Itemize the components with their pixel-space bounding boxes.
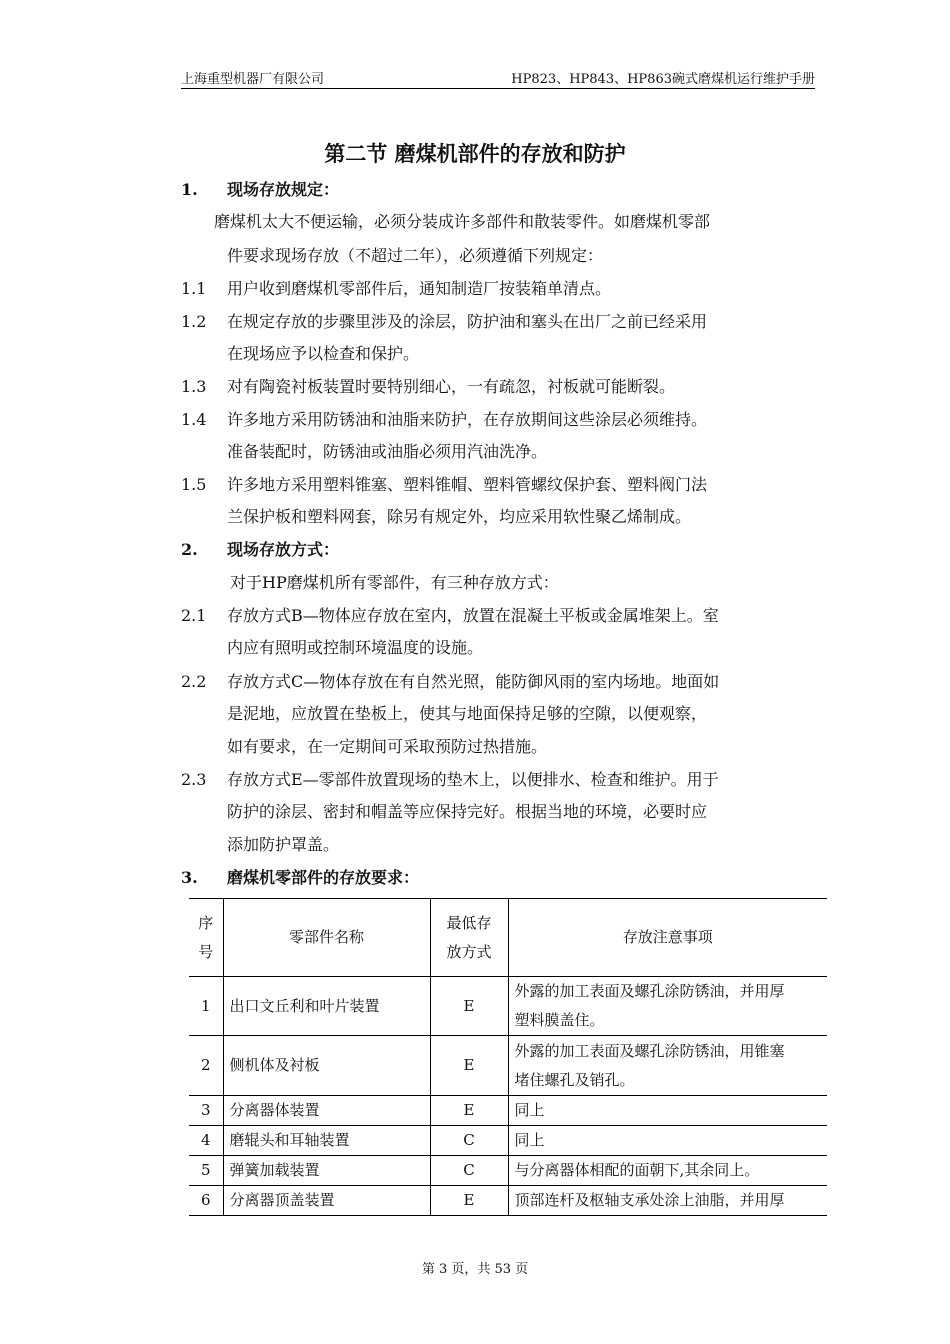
table-row: 6 分离器顶盖装置 E 顶部连杆及枢轴支承处涂上油脂，并用厚 [189,1186,827,1216]
item-2-1-text-2: 内应有照明或控制环境温度的设施。 [227,638,484,657]
table-row: 3 分离器体装置 E 同上 [189,1096,827,1126]
s1-intro-line-1: 磨煤机太大不便运输，必须分装成许多部件和散装零件。如磨煤机零部 [214,212,711,231]
item-1-2-text-1: 在规定存放的步骤里涉及的涂层，防护油和塞头在出厂之前已经采用 [227,312,708,331]
item-2-1-text-1: 存放方式B—物体应存放在室内，放置在混凝土平板或金属堆架上。室 [227,606,719,625]
item-1-4-text-2: 准备装配时，防锈油或油脂必须用汽油洗净。 [227,442,548,461]
item-2-2-text-1: 存放方式C—物体存放在有自然光照，能防御风雨的室内场地。地面如 [227,672,720,691]
item-1-5-text-1: 许多地方采用塑料锥塞、塑料锥帽、塑料管螺纹保护套、塑料阀门法 [227,475,708,494]
table-row: 2 侧机体及衬板 E 外露的加工表面及螺孔涂防锈油，用锥塞 堵住螺孔及销孔。 [189,1036,827,1096]
item-2-2-num: 2.2 [181,672,207,691]
item-2-1-num: 2.1 [181,606,207,625]
page-header [181,68,815,89]
header-part-name: 零部件名称 [223,899,430,977]
section-title: 第二节 磨煤机部件的存放和防护 [324,141,626,166]
item-1-1-text: 用户收到磨煤机零部件后，通知制造厂按装箱单清点。 [227,279,612,298]
item-1-3-text: 对有陶瓷衬板装置时要特别细心，一有疏忽，衬板就可能断裂。 [227,377,676,396]
parts-storage-table [189,898,827,1216]
company-name: 上海重型机器厂有限公司 [181,72,325,87]
item-1-1-num: 1.1 [181,279,207,298]
header-notes: 存放注意事项 [508,899,827,977]
table-row: 1 出口文丘利和叶片装置 E 外露的加工表面及螺孔涂防锈油，并用厚 塑料膜盖住。 [189,977,827,1036]
page-footer: 第 3 页，共 53 页 [421,1262,529,1277]
item-1-5-text-2: 兰保护板和塑料网套，除另有规定外，均应采用软性聚乙烯制成。 [227,507,692,526]
manual-title: HP823、HP843、HP863碗式磨煤机运行维护手册 [511,72,815,87]
item-2-3-text-2: 防护的涂层、密封和帽盖等应保持完好。根据当地的环境，必要时应 [227,802,708,821]
s2-intro: 对于HP磨煤机所有零部件，有三种存放方式： [230,573,559,592]
header-no: 序 号 [189,899,223,977]
table-row: 5 弹簧加载装置 C 与分离器体相配的面朝下,其余同上。 [189,1156,827,1186]
item-1-5-num: 1.5 [181,475,207,494]
item-1-4-num: 1.4 [181,410,207,429]
item-1-4-text-1: 许多地方采用防锈油和油脂来防护，在存放期间这些涂层必须维持。 [227,410,708,429]
item-1-3-num: 1.3 [181,377,207,396]
item-2-2-text-3: 如有要求，在一定期间可采取预防过热措施。 [227,737,548,756]
item-2-3-text-1: 存放方式E—零部件放置现场的垫木上，以便排水、检查和维护。用于 [227,770,719,789]
table-header-row [189,899,827,977]
item-1-2-text-2: 在现场应予以检查和保护。 [227,344,420,363]
table-row: 4 磨辊头和耳轴装置 C 同上 [189,1126,827,1156]
header-storage-mode: 最低存 放方式 [430,899,508,977]
s1-intro-line-2: 件要求现场存放（不超过二年），必须遵循下列规定： [227,246,604,265]
item-2-3-text-3: 添加防护罩盖。 [227,835,340,854]
item-2-3-num: 2.3 [181,770,207,789]
item-1-2-num: 1.2 [181,312,207,331]
item-2-2-text-2: 是泥地，应放置在垫板上，使其与地面保持足够的空隙，以便观察， [227,704,708,723]
